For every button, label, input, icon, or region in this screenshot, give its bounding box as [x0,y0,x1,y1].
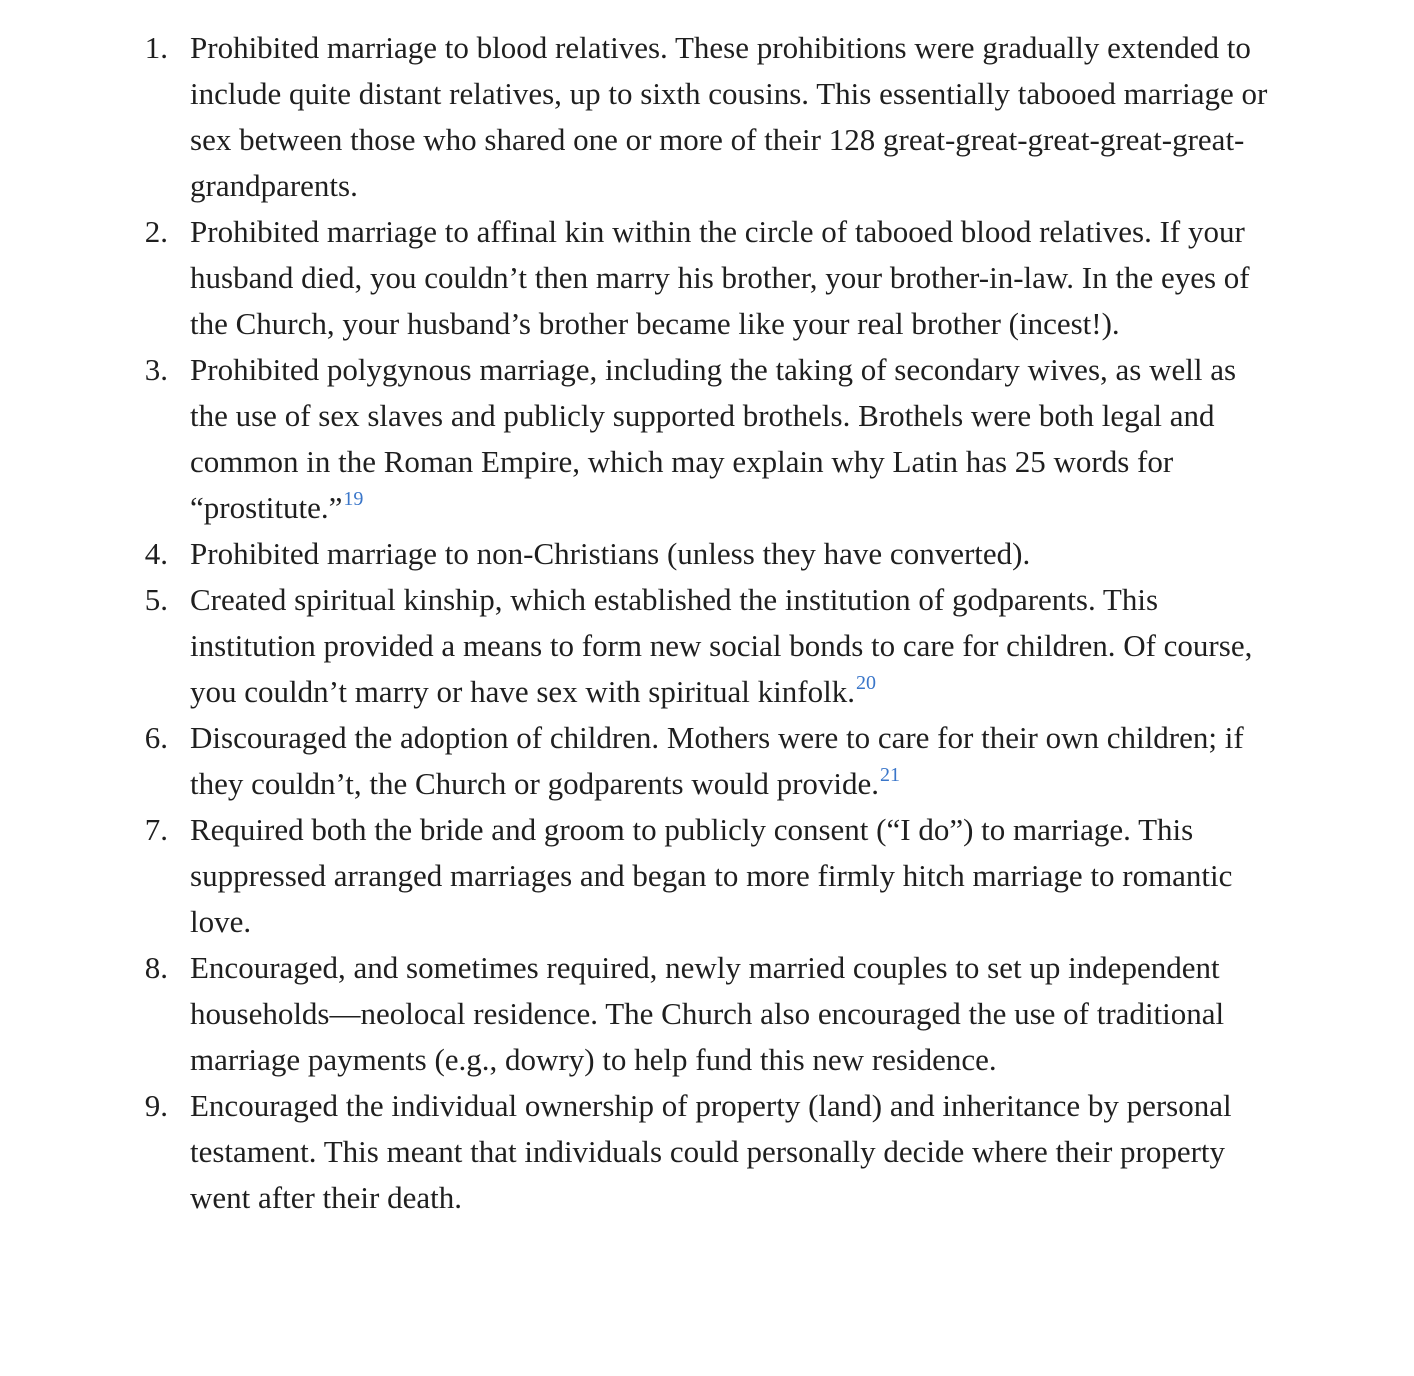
list-item [0,209,1280,347]
list-item-text: Created spiritual kinship, which established the institution of godparents. This institution provided a means to form new social bonds to care for children. Of course, you couldn’t marry or have sex with spiritual kinfolk. [190,582,1253,709]
list-item-text: Prohibited marriage to affinal kin within the circle of tabooed blood relatives. If your husband died, you couldn’t then marry his brother, your brother-in-law. In the eyes of the Church, your husband’s brother became like your real brother (incest!). [190,214,1250,341]
footnote-marker [856,672,876,694]
list-item [0,715,1280,807]
list-item [0,531,1280,577]
list-item-number: 1. [144,30,168,65]
footnote-marker [343,488,363,510]
list-item-text: Required both the bride and groom to publicly consent (“I do”) to marriage. This suppressed arranged marriages and began to more firmly hitch marriage to romantic love. [190,812,1233,939]
list-item [0,1083,1280,1221]
list-item-text: Encouraged the individual ownership of property (land) and inheritance by personal testament. This meant that individuals could personally decide where their property went after their death. [190,1088,1232,1215]
list-item-number: 4. [144,536,168,571]
list-item-text: Discouraged the adoption of children. Mothers were to care for their own children; if they couldn’t, the Church or godparents would provide. [190,720,1244,801]
list-item-number: 8. [144,950,168,985]
document-page [0,25,1414,1221]
list-item [0,807,1280,945]
footnote-link[interactable]: 21 [880,763,901,786]
list-item-number: 6. [144,720,168,755]
numbered-list [0,25,1414,1221]
list-item-text: Encouraged, and sometimes required, newly married couples to set up independent households—neolocal residence. The Church also encouraged the use of traditional marriage payments (e.g., dowry) to help fund this new residence. [190,950,1225,1077]
footnote-link[interactable]: 19 [343,487,364,510]
list-item-number: 2. [144,214,168,249]
list-item-text: Prohibited marriage to non-Christians (unless they have converted). [190,536,1031,571]
list-item-text: Prohibited marriage to blood relatives. These prohibitions were gradually extended to include quite distant relatives, up to sixth cousins. This essentially tabooed marriage or sex between those who shared one or more of their 128 great-great-great-great-great-grandparents. [190,30,1268,203]
list-item-number: 9. [144,1088,168,1123]
list-item-number: 5. [144,582,168,617]
list-item-number: 7. [144,812,168,847]
list-item [0,347,1280,531]
footnote-link[interactable]: 20 [855,671,876,694]
list-item-text: Prohibited polygynous marriage, including the taking of secondary wives, as well as the use of sex slaves and publicly supported brothels. Brothels were both legal and common in the Roman Empire, which may explain why Latin has 25 words for “prostitute.” [190,352,1237,525]
list-item-number: 3. [144,352,168,387]
footnote-marker [880,764,900,786]
list-item [0,25,1280,209]
list-item [0,577,1280,715]
list-item [0,945,1280,1083]
